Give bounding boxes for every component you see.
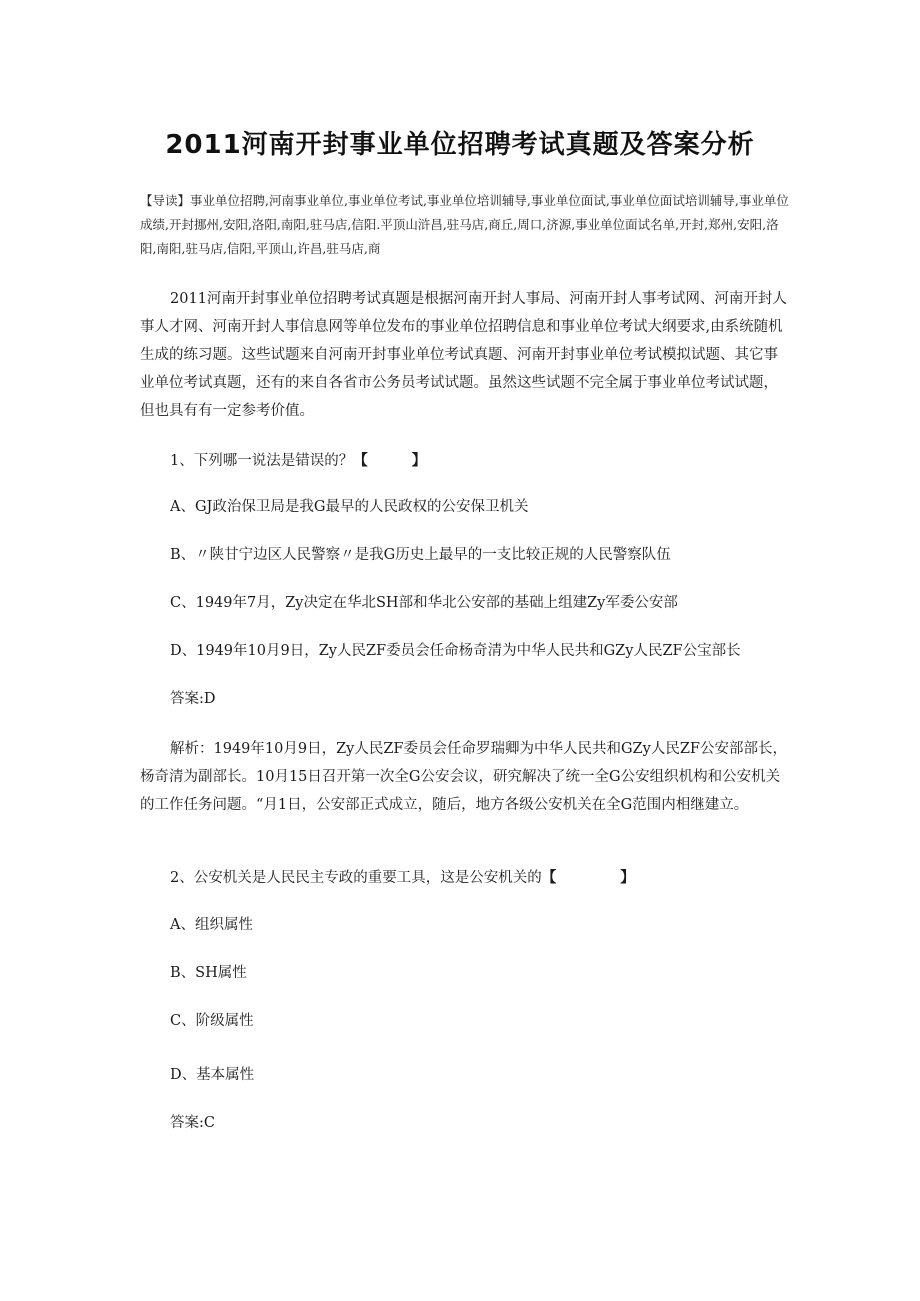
document-title: 2011河南开封事业单位招聘考试真题及答案分析 — [165, 130, 755, 160]
question-2-stem: 2、公安机关是人民民主专政的重要工具，这是公安机关的 — [170, 870, 542, 886]
question-1-stem: 1、下列哪一说法是错误的？ — [170, 453, 354, 469]
question-1-option-a: A、GJ政治保卫局是我G最早的人民政权的公安保卫机关 — [170, 499, 529, 515]
question-2-option-b: B、SH属性 — [170, 965, 247, 981]
question-1-analysis: 解析：1949年10月9日，Zy人民ZF委员会任命罗瑞卿为中华人民共和GZy人民ZF公安部部长，杨奇清为副部长。10月15日召开第一次全G公安会议，研究解决了统一全G公安组织机构和公安机关的工作任务问题。“月1日，公安部正式成立，随后，地方各级公安机关在全G范围内相继建立。 — [140, 741, 787, 813]
question-2-bracket-close: 】 — [620, 869, 635, 886]
question-1-option-d: D、1949年10月9日，Zy人民ZF委员会任命杨奇清为中华人民共和GZy人民ZF公宝部长 — [170, 643, 741, 659]
question-1-answer: 答案:D — [170, 691, 216, 707]
body-paragraph: 2011河南开封事业单位招聘考试真题是根据河南开封人事局、河南开封人事考试网、河南开封人事人才网、河南开封人事信息网等单位发布的事业单位招聘信息和事业单位考试大纲要求,由系统随机生成的练习题。这些试题来自河南开封事业单位考试真题、河南开封事业单位考试模拟试题、其它事业单位考试真题，还有的来自各省市公务员考试试题。虽然这些试题不完全属于事业单位考试试题，但也具有有一定参考价值。 — [140, 291, 787, 419]
question-2-option-c: C、阶级属性 — [170, 1013, 254, 1029]
question-1-option-c: C、1949年7月，Zy决定在华北SH部和华北公安部的基础上组建Zy军委公安部 — [170, 595, 678, 611]
question-1-stem-line — [170, 451, 800, 471]
question-2-answer: 答案:C — [170, 1115, 215, 1131]
intro-lead: 【导读】事业单位招聘,河南事业单位,事业单位考试,事业单位培训辅导,事业单位面试,事业单位面试培训辅导,事业单位成绩,开封挪州,安阳,洛阳,南阳,驻马店,信阳.平顶山浒昌,驻马店,商丘,周口,济源,事业单位面试名单,开封,郑州,安阳,洛阳,南阳,驻马店,信阳,平顶山,许昌,驻马店,商 — [140, 193, 789, 256]
question-2-option-a: A、组织属性 — [170, 917, 253, 933]
question-1-bracket-open: 【 — [353, 452, 368, 469]
question-2-option-d: D、基本属性 — [170, 1067, 255, 1083]
question-1-bracket-close: 】 — [411, 452, 427, 469]
question-1-option-b: B、〃陕甘宁边区人民警察〃是我G历史上最早的一支比较正规的人民警察队伍 — [170, 547, 671, 563]
question-2-stem-line — [170, 868, 800, 888]
question-2-bracket-open: 【 — [541, 869, 557, 886]
